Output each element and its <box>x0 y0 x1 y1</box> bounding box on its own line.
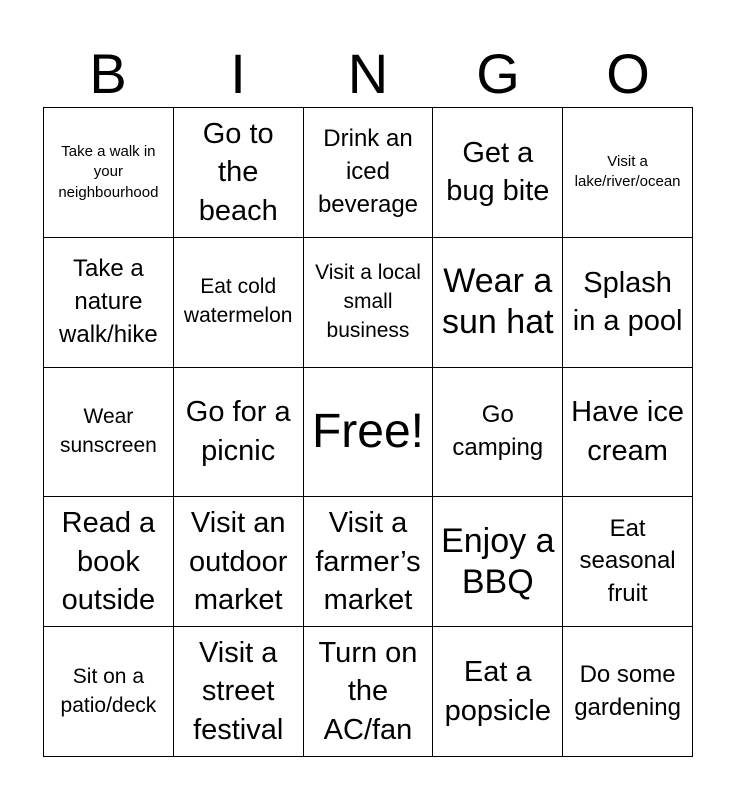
bingo-cell-label: Splash in a pool <box>572 266 683 338</box>
header-letter-b: B <box>89 42 127 105</box>
bingo-cell-label: Go camping <box>452 401 544 461</box>
bingo-cell-label: Visit a lake/river/ocean <box>574 153 681 191</box>
header-letter-o: O <box>606 42 650 105</box>
bingo-cell-r1-c3[interactable] <box>304 108 434 238</box>
bingo-cell-r4-c3[interactable] <box>304 497 434 627</box>
bingo-cell-r5-c1[interactable] <box>44 627 174 757</box>
bingo-cell-r3-c1[interactable] <box>44 368 174 498</box>
bingo-cell-label: Eat a popsicle <box>444 656 551 727</box>
bingo-cell-r3-c4[interactable] <box>433 368 563 498</box>
bingo-cell-label: Do some gardening <box>574 660 681 721</box>
bingo-cell-r1-c1[interactable] <box>44 108 174 238</box>
bingo-cell-r2-c1[interactable] <box>44 238 174 368</box>
bingo-cell-label: Go to the beach <box>198 117 278 227</box>
bingo-cell-r5-c5[interactable] <box>563 627 693 757</box>
free-space-cell[interactable] <box>304 368 434 498</box>
bingo-cell-label: Wear sunscreen <box>59 405 157 457</box>
bingo-cell-r1-c4[interactable] <box>433 108 563 238</box>
header-letter-n: N <box>347 42 389 105</box>
bingo-cell-r4-c5[interactable] <box>563 497 693 627</box>
bingo-cell-label: Visit a local small business <box>315 260 421 342</box>
bingo-cell-label: Drink an iced beverage <box>317 125 419 218</box>
bingo-cell-label: Wear a sun hat <box>442 262 554 342</box>
bingo-cell-label: Visit an outdoor market <box>189 506 288 617</box>
bingo-cell-label: Go for a picnic <box>185 396 291 467</box>
bingo-cell-r1-c2[interactable] <box>174 108 304 238</box>
bingo-cell-r4-c1[interactable] <box>44 497 174 627</box>
bingo-cell-r2-c3[interactable] <box>304 238 434 368</box>
bingo-cell-label: Take a walk in your neighbourhood <box>58 143 159 201</box>
bingo-card-grid <box>43 107 693 757</box>
bingo-cell-label: Free! <box>311 404 424 458</box>
header-letter-i: I <box>230 42 246 105</box>
bingo-cell-label: Visit a farmer’s market <box>315 506 421 617</box>
bingo-cell-label: Have ice cream <box>571 396 684 467</box>
bingo-cell-label: Sit on a patio/deck <box>60 664 157 717</box>
bingo-cell-label: Visit a street festival <box>193 636 284 746</box>
bingo-cell-r2-c5[interactable] <box>563 238 693 368</box>
bingo-cell-r5-c3[interactable] <box>304 627 434 757</box>
bingo-cell-label: Take a nature walk/hike <box>59 255 158 348</box>
bingo-cell-label: Get a bug bite <box>446 136 550 208</box>
bingo-cell-label: Enjoy a BBQ <box>441 521 555 601</box>
bingo-cell-r1-c5[interactable] <box>563 108 693 238</box>
header-letter-g: G <box>476 42 520 105</box>
bingo-cell-r2-c4[interactable] <box>433 238 563 368</box>
bingo-cell-label: Eat cold watermelon <box>183 275 293 328</box>
bingo-cell-r5-c4[interactable] <box>433 627 563 757</box>
bingo-cell-r2-c2[interactable] <box>174 238 304 368</box>
bingo-cell-r4-c2[interactable] <box>174 497 304 627</box>
bingo-cell-label: Eat seasonal fruit <box>579 514 676 608</box>
bingo-header <box>43 40 693 108</box>
bingo-cell-r3-c2[interactable] <box>174 368 304 498</box>
bingo-cell-r4-c4[interactable] <box>433 497 563 627</box>
bingo-cell-r3-c5[interactable] <box>563 368 693 498</box>
bingo-cell-label: Read a book outside <box>61 506 156 617</box>
bingo-cell-r5-c2[interactable] <box>174 627 304 757</box>
bingo-cell-label: Turn on the AC/fan <box>318 636 418 746</box>
